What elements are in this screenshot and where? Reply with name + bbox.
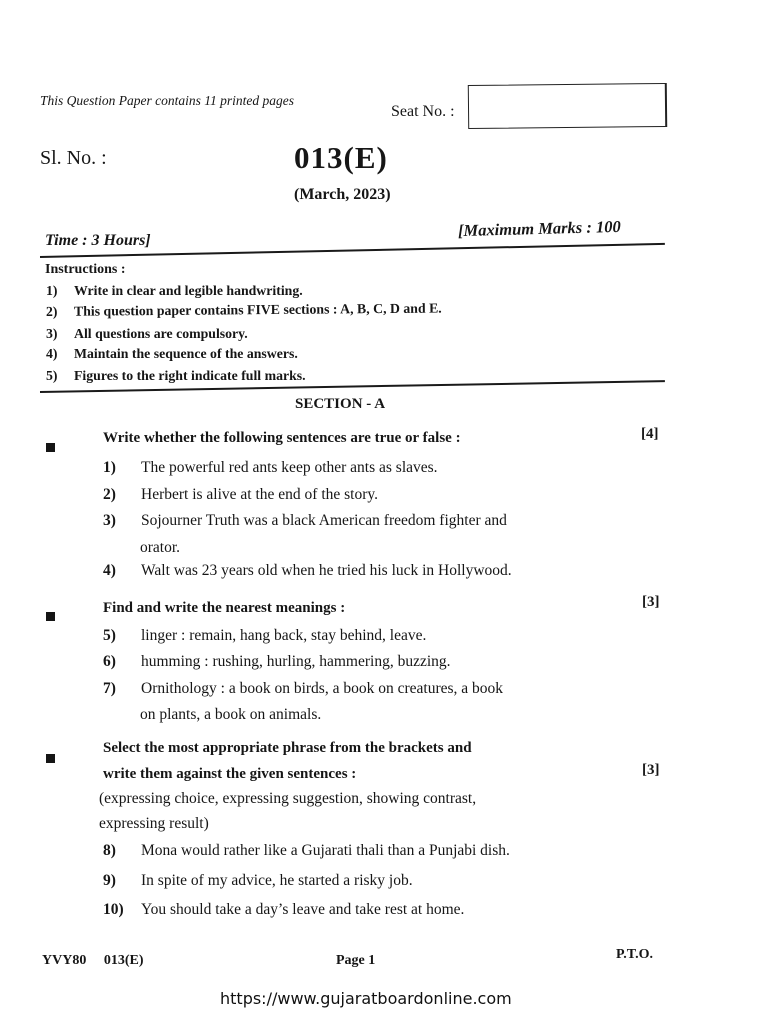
footer-pto: P.T.O. bbox=[616, 947, 653, 962]
phrase-options: (expressing choice, expressing suggestion, showing contrast, bbox=[99, 790, 477, 807]
exam-time: Time : 3 Hours] bbox=[45, 232, 151, 249]
seat-number-box bbox=[468, 83, 667, 129]
instructions-title: Instructions : bbox=[45, 262, 126, 277]
exam-date: (March, 2023) bbox=[294, 186, 391, 203]
question-heading: write them against the given sentences : bbox=[103, 766, 357, 782]
instruction-item: 2) This question paper contains FIVE sections : A, B, C, D and E. bbox=[45, 300, 442, 319]
paper-code: 013(E) bbox=[294, 140, 388, 175]
question-item: 7) Ornithology : a book on birds, a book on creatures, a book bbox=[103, 680, 504, 697]
question-item: 9) In spite of my advice, he started a risky job. bbox=[103, 872, 413, 889]
question-item: 5) linger : remain, hang back, stay behind, leave. bbox=[103, 627, 427, 644]
source-url-link[interactable]: https://www.gujaratboardonline.com bbox=[220, 989, 512, 1008]
instruction-item: 5) Figures to the right indicate full marks. bbox=[46, 368, 306, 383]
question-marks: [4] bbox=[641, 426, 659, 442]
section-title: SECTION - A bbox=[295, 396, 386, 412]
phrase-options: expressing result) bbox=[99, 815, 209, 832]
question-item: 8) Mona would rather like a Gujarati thali than a Punjabi dish. bbox=[103, 842, 510, 859]
instruction-item: 1) Write in clear and legible handwriting. bbox=[46, 283, 303, 298]
maximum-marks: [Maximum Marks : 100 bbox=[457, 216, 621, 241]
instruction-item: 3) All questions are compulsory. bbox=[46, 326, 248, 341]
footer-page-number: Page 1 bbox=[336, 953, 376, 968]
seat-number-label: Seat No. : bbox=[391, 103, 455, 120]
question-item-continuation: on plants, a book on animals. bbox=[140, 706, 322, 723]
question-heading: Find and write the nearest meanings : bbox=[103, 600, 346, 616]
question-marks: [3] bbox=[642, 594, 660, 610]
question-item: 10) You should take a day’s leave and take rest at home. bbox=[103, 901, 465, 918]
bullet-icon bbox=[46, 443, 55, 452]
footer-paper-code: YVY80 013(E) bbox=[42, 953, 144, 968]
question-item: 6) humming : rushing, hurling, hammering, buzzing. bbox=[103, 653, 451, 670]
question-marks: [3] bbox=[642, 762, 660, 778]
question-item: 3) Sojourner Truth was a black American freedom fighter and bbox=[103, 512, 507, 529]
question-item: 2) Herbert is alive at the end of the story. bbox=[103, 486, 379, 503]
bullet-icon bbox=[46, 612, 55, 621]
instruction-item: 4) Maintain the sequence of the answers. bbox=[46, 346, 298, 361]
bullet-icon bbox=[46, 754, 55, 763]
pages-note: This Question Paper contains 11 printed pages bbox=[40, 93, 294, 108]
serial-number-label: Sl. No. : bbox=[40, 147, 107, 169]
question-item-continuation: orator. bbox=[140, 539, 181, 556]
question-item: 4) Walt was 23 years old when he tried his luck in Hollywood. bbox=[103, 562, 512, 579]
question-heading: Write whether the following sentences are true or false : bbox=[103, 430, 461, 446]
question-item: 1) The powerful red ants keep other ants as slaves. bbox=[103, 459, 438, 476]
question-heading: Select the most appropriate phrase from the brackets and bbox=[103, 740, 472, 756]
